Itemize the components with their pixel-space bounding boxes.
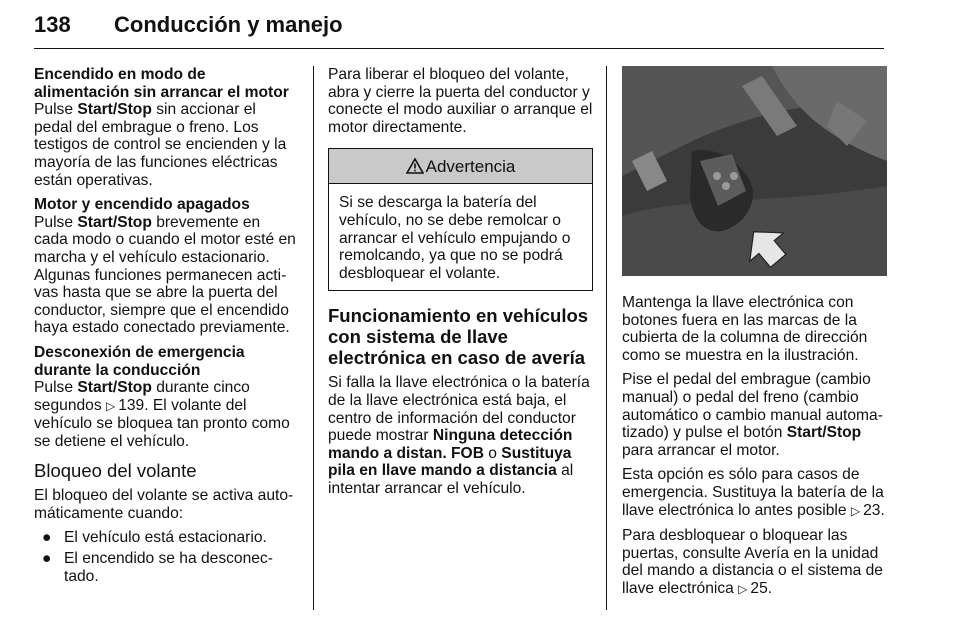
column-2: [328, 66, 593, 505]
text: Esta opción es sólo para casos de emergencia. Sustituya la batería de la llave electrónica lo antes posible: [622, 466, 884, 519]
text: .: [767, 579, 773, 597]
text: durante cinco segundos: [34, 379, 250, 414]
message-text: Sustituya pila en llave mando a distancia: [328, 444, 572, 480]
steering-column-illustration: [622, 66, 887, 276]
paragraph-engine-off: [34, 196, 298, 337]
paragraph-press-pedal: [622, 371, 887, 459]
text: o: [483, 444, 502, 462]
page-number: 138: [34, 12, 71, 37]
list-item: [34, 550, 298, 585]
paragraph-steering-lock: El bloqueo del volante se activa automáticamente cuando:: [34, 487, 294, 523]
cross-reference-icon: ▷: [850, 503, 861, 518]
list-item: [34, 529, 298, 547]
paragraph-ignition-mode: [34, 66, 298, 189]
bullet-list: [34, 529, 298, 586]
message-text: Ninguna detección mando a distan. FOB: [328, 427, 573, 462]
bullet-icon: ●: [42, 528, 52, 546]
paragraph-emergency-only: [622, 466, 887, 520]
section-title: Funcionamiento en vehículos con sistema de llave electrónica en caso de avería: [328, 305, 589, 369]
text: sin accionar el pedal del embrague o freno. Los testigos de control se encienden y la mayoría de las funciones eléctricas están operativas.: [34, 101, 287, 189]
list-item-text: El encendido se ha desconectado.: [64, 550, 273, 585]
cross-reference-link[interactable]: 25: [750, 579, 768, 597]
subheading: Encendido en modo de alimentación sin arrancar el motor: [34, 66, 289, 101]
warning-triangle-icon: [406, 158, 424, 174]
text: .: [880, 501, 885, 519]
column-divider: [313, 66, 314, 610]
bullet-icon: ●: [42, 550, 52, 568]
subheading: Motor y encendido apagados: [34, 196, 250, 214]
text: Pise el pedal del embrague (cambio manual) o pedal del freno (cambio automático o cambio manual automatizado) y pulse el botón: [622, 371, 883, 442]
warning-text: Si se descarga la batería del vehículo, no se debe remolcar o arrancar el vehículo empujando o remolcando, ya que no se podrá desbloquear el volante.: [339, 194, 571, 282]
warning-box: [328, 148, 593, 291]
header-rule: [34, 48, 884, 49]
text: . El volante del vehículo se bloquea tan pronto como se detiene el vehículo.: [34, 396, 290, 450]
paragraph-unlock-steering: Para liberar el bloqueo del volante, abra y cierre la puerta del conductor y conecte el modo auxiliar o arranque el motor directamente.: [328, 66, 593, 136]
warning-header: [329, 149, 592, 184]
text: brevemente en cada modo o cuando el motor esté en marcha y el vehículo estacionario. Algunas funciones permanecen activas hasta que se abre la puerta del conductor, siempre que el encendido haya estado conectado previamente.: [34, 213, 296, 337]
subheading: Desconexión de emergencia durante la conducción: [34, 343, 245, 379]
cross-reference-link[interactable]: 139: [118, 396, 145, 414]
text: Si falla la llave electrónica o la batería de la llave electrónica está baja, el centro de información del conductor puede mostrar: [328, 374, 590, 445]
list-item-text: El vehículo está estacionario.: [64, 528, 267, 546]
button-name: Start/Stop: [77, 213, 152, 231]
text: Pulse: [34, 101, 78, 119]
button-name: Start/Stop: [786, 424, 862, 442]
column-1: [34, 66, 298, 589]
paragraph-hold-key: Mantenga la llave electrónica con botones fuera en las marcas de la cubierta de la columna de dirección como se muestra en la ilustración.: [622, 294, 868, 364]
page-header: [34, 4, 884, 48]
running-title: Conducción y manejo: [114, 12, 343, 37]
cross-reference-icon: ▷: [738, 581, 748, 596]
button-name: Start/Stop: [77, 101, 152, 119]
cross-reference-icon: ▷: [105, 398, 116, 413]
button-name: Start/Stop: [77, 379, 152, 397]
text: para arrancar el motor.: [622, 441, 780, 459]
cross-reference-link[interactable]: 23: [863, 501, 881, 519]
text: Pulse: [34, 379, 78, 397]
warning-title: Advertencia: [425, 156, 516, 176]
text: al intentar arrancar el vehículo.: [328, 462, 574, 497]
column-divider: [606, 66, 607, 610]
paragraph-emergency-shutoff: [34, 344, 298, 451]
paragraph-unlock-doors: [622, 527, 887, 598]
column-3: [622, 66, 887, 606]
text: Pulse: [34, 213, 78, 231]
paragraph-key-failure: [328, 374, 593, 497]
text: Para desbloquear o bloquear las puertas, consulte Avería en la unidad del mando a distancia o el sistema de llave electrónica: [622, 527, 883, 597]
section-title: Bloqueo del volante: [34, 460, 197, 482]
